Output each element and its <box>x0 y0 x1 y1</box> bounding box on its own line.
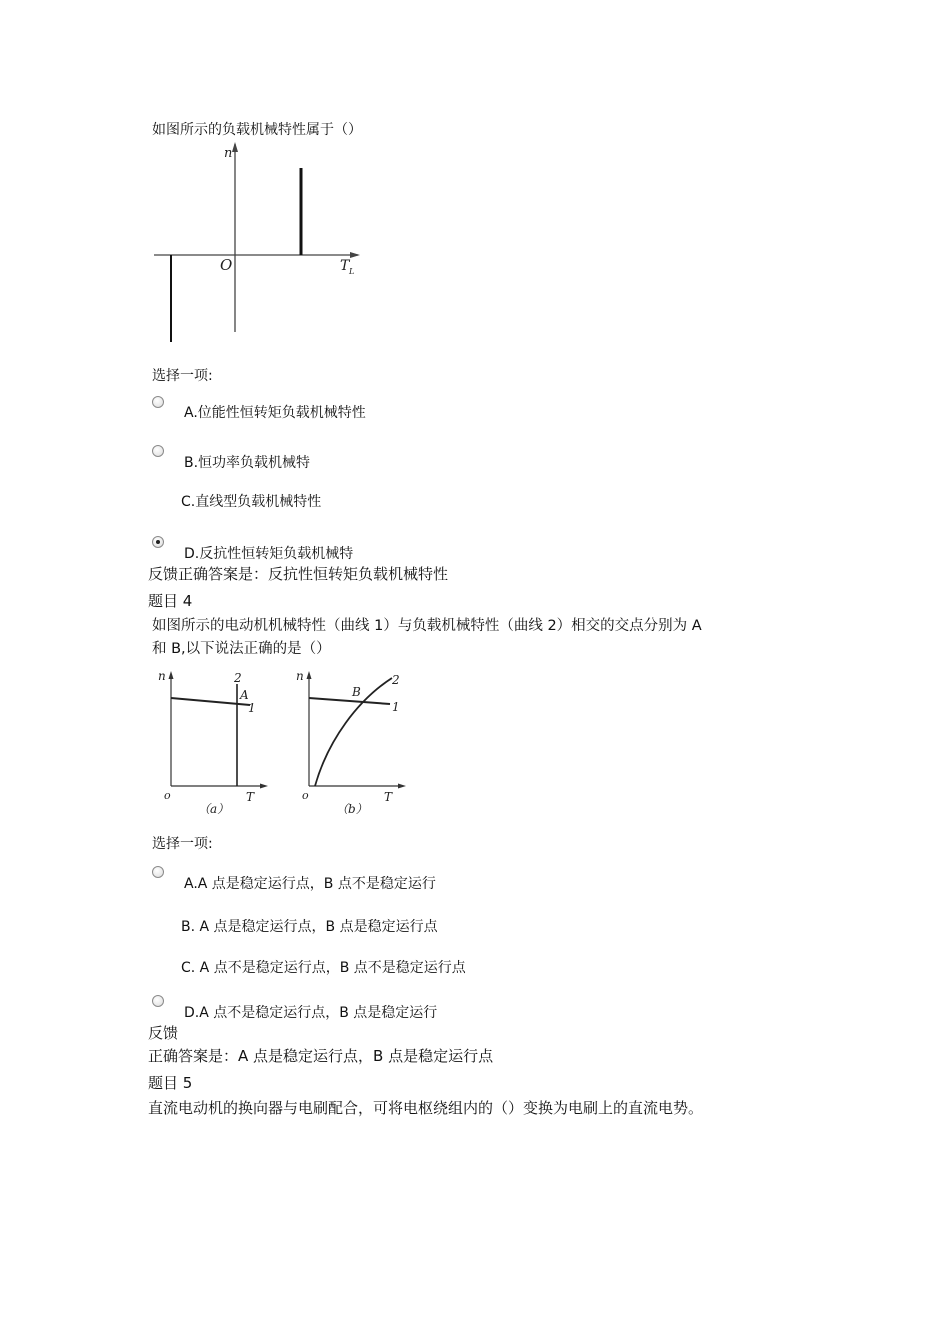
q4a-point-label: A <box>240 688 249 702</box>
q4-option-c-label[interactable]: C. A 点不是稳定运行点，B 点不是稳定运行点 <box>181 960 466 976</box>
q4-figure-b <box>288 660 413 820</box>
q3-choose-label: 选择一项: <box>152 368 213 384</box>
q4-option-d-label[interactable]: D.A 点不是稳定运行点，B 点是稳定运行 <box>184 1005 438 1021</box>
q3-option-c-label[interactable]: C.直线型负载机械特性 <box>181 494 322 510</box>
q4a-axis-label-t: T <box>246 790 255 804</box>
q4-feedback-label: 反馈 <box>148 1024 179 1042</box>
q4-number: 题目 4 <box>148 592 193 610</box>
q4-prompt-line2: 和 B,以下说法正确的是（） <box>152 641 331 657</box>
q3-load-characteristic-figure <box>150 140 365 345</box>
q5-prompt: 直流电动机的换向器与电刷配合，可将电枢绕组内的（）变换为电刷上的直流电势。 <box>148 1099 704 1117</box>
q4b-motor-curve-1 <box>309 698 390 704</box>
q4b-axis-label-t: T <box>384 790 393 804</box>
q4a-origin-label: o <box>164 789 171 802</box>
q4-option-d-radio[interactable] <box>152 995 164 1007</box>
q4a-curve1-label: 1 <box>248 701 256 715</box>
q3-axis-label-t: T <box>340 258 350 274</box>
q3-option-b-radio[interactable] <box>152 445 164 457</box>
q4-correct-answer: 正确答案是：A 点是稳定运行点，B 点是稳定运行点 <box>148 1047 494 1065</box>
q4-prompt-line1: 如图所示的电动机机械特性（曲线 1）与负载机械特性（曲线 2）相交的交点分别为 A <box>152 618 702 634</box>
q4-option-a-radio[interactable] <box>152 866 164 878</box>
q3-option-b-label[interactable]: B.恒功率负载机械特 <box>184 455 311 471</box>
q4a-curve2-label: 2 <box>234 671 242 685</box>
q4b-curve2-label: 2 <box>392 673 400 687</box>
q3-origin-label: O <box>220 256 233 274</box>
q4a-caption: （a） <box>198 802 230 816</box>
q3-option-a-radio[interactable] <box>152 396 164 408</box>
q3-axis-label-t-sub: L <box>349 267 355 276</box>
q3-option-d-radio[interactable] <box>152 536 164 548</box>
q3-axis-label-n: n <box>224 146 233 161</box>
q4b-curve1-label: 1 <box>392 700 400 714</box>
q4-option-a-label[interactable]: A.A 点是稳定运行点，B 点不是稳定运行 <box>184 876 436 892</box>
q4b-origin-label: o <box>302 789 309 802</box>
q3-option-d-label[interactable]: D.反抗性恒转矩负载机械特 <box>184 546 354 562</box>
q4-choose-label: 选择一项: <box>152 836 213 852</box>
q3-prompt: 如图所示的负载机械特性属于（） <box>152 122 362 138</box>
q4-figure-a <box>150 660 275 820</box>
q3-option-a-label[interactable]: A.位能性恒转矩负载机械特性 <box>184 405 366 421</box>
q4-option-b-label[interactable]: B. A 点是稳定运行点，B 点是稳定运行点 <box>181 919 438 935</box>
q3-feedback: 反馈正确答案是：反抗性恒转矩负载机械特性 <box>148 565 449 583</box>
q4a-axis-label-n: n <box>158 669 166 683</box>
q5-number: 题目 5 <box>148 1074 193 1092</box>
q4b-axis-label-n: n <box>296 669 304 683</box>
q4b-caption: （b） <box>336 802 368 816</box>
q4b-point-label: B <box>352 685 361 699</box>
q4a-motor-curve-1 <box>171 698 250 705</box>
